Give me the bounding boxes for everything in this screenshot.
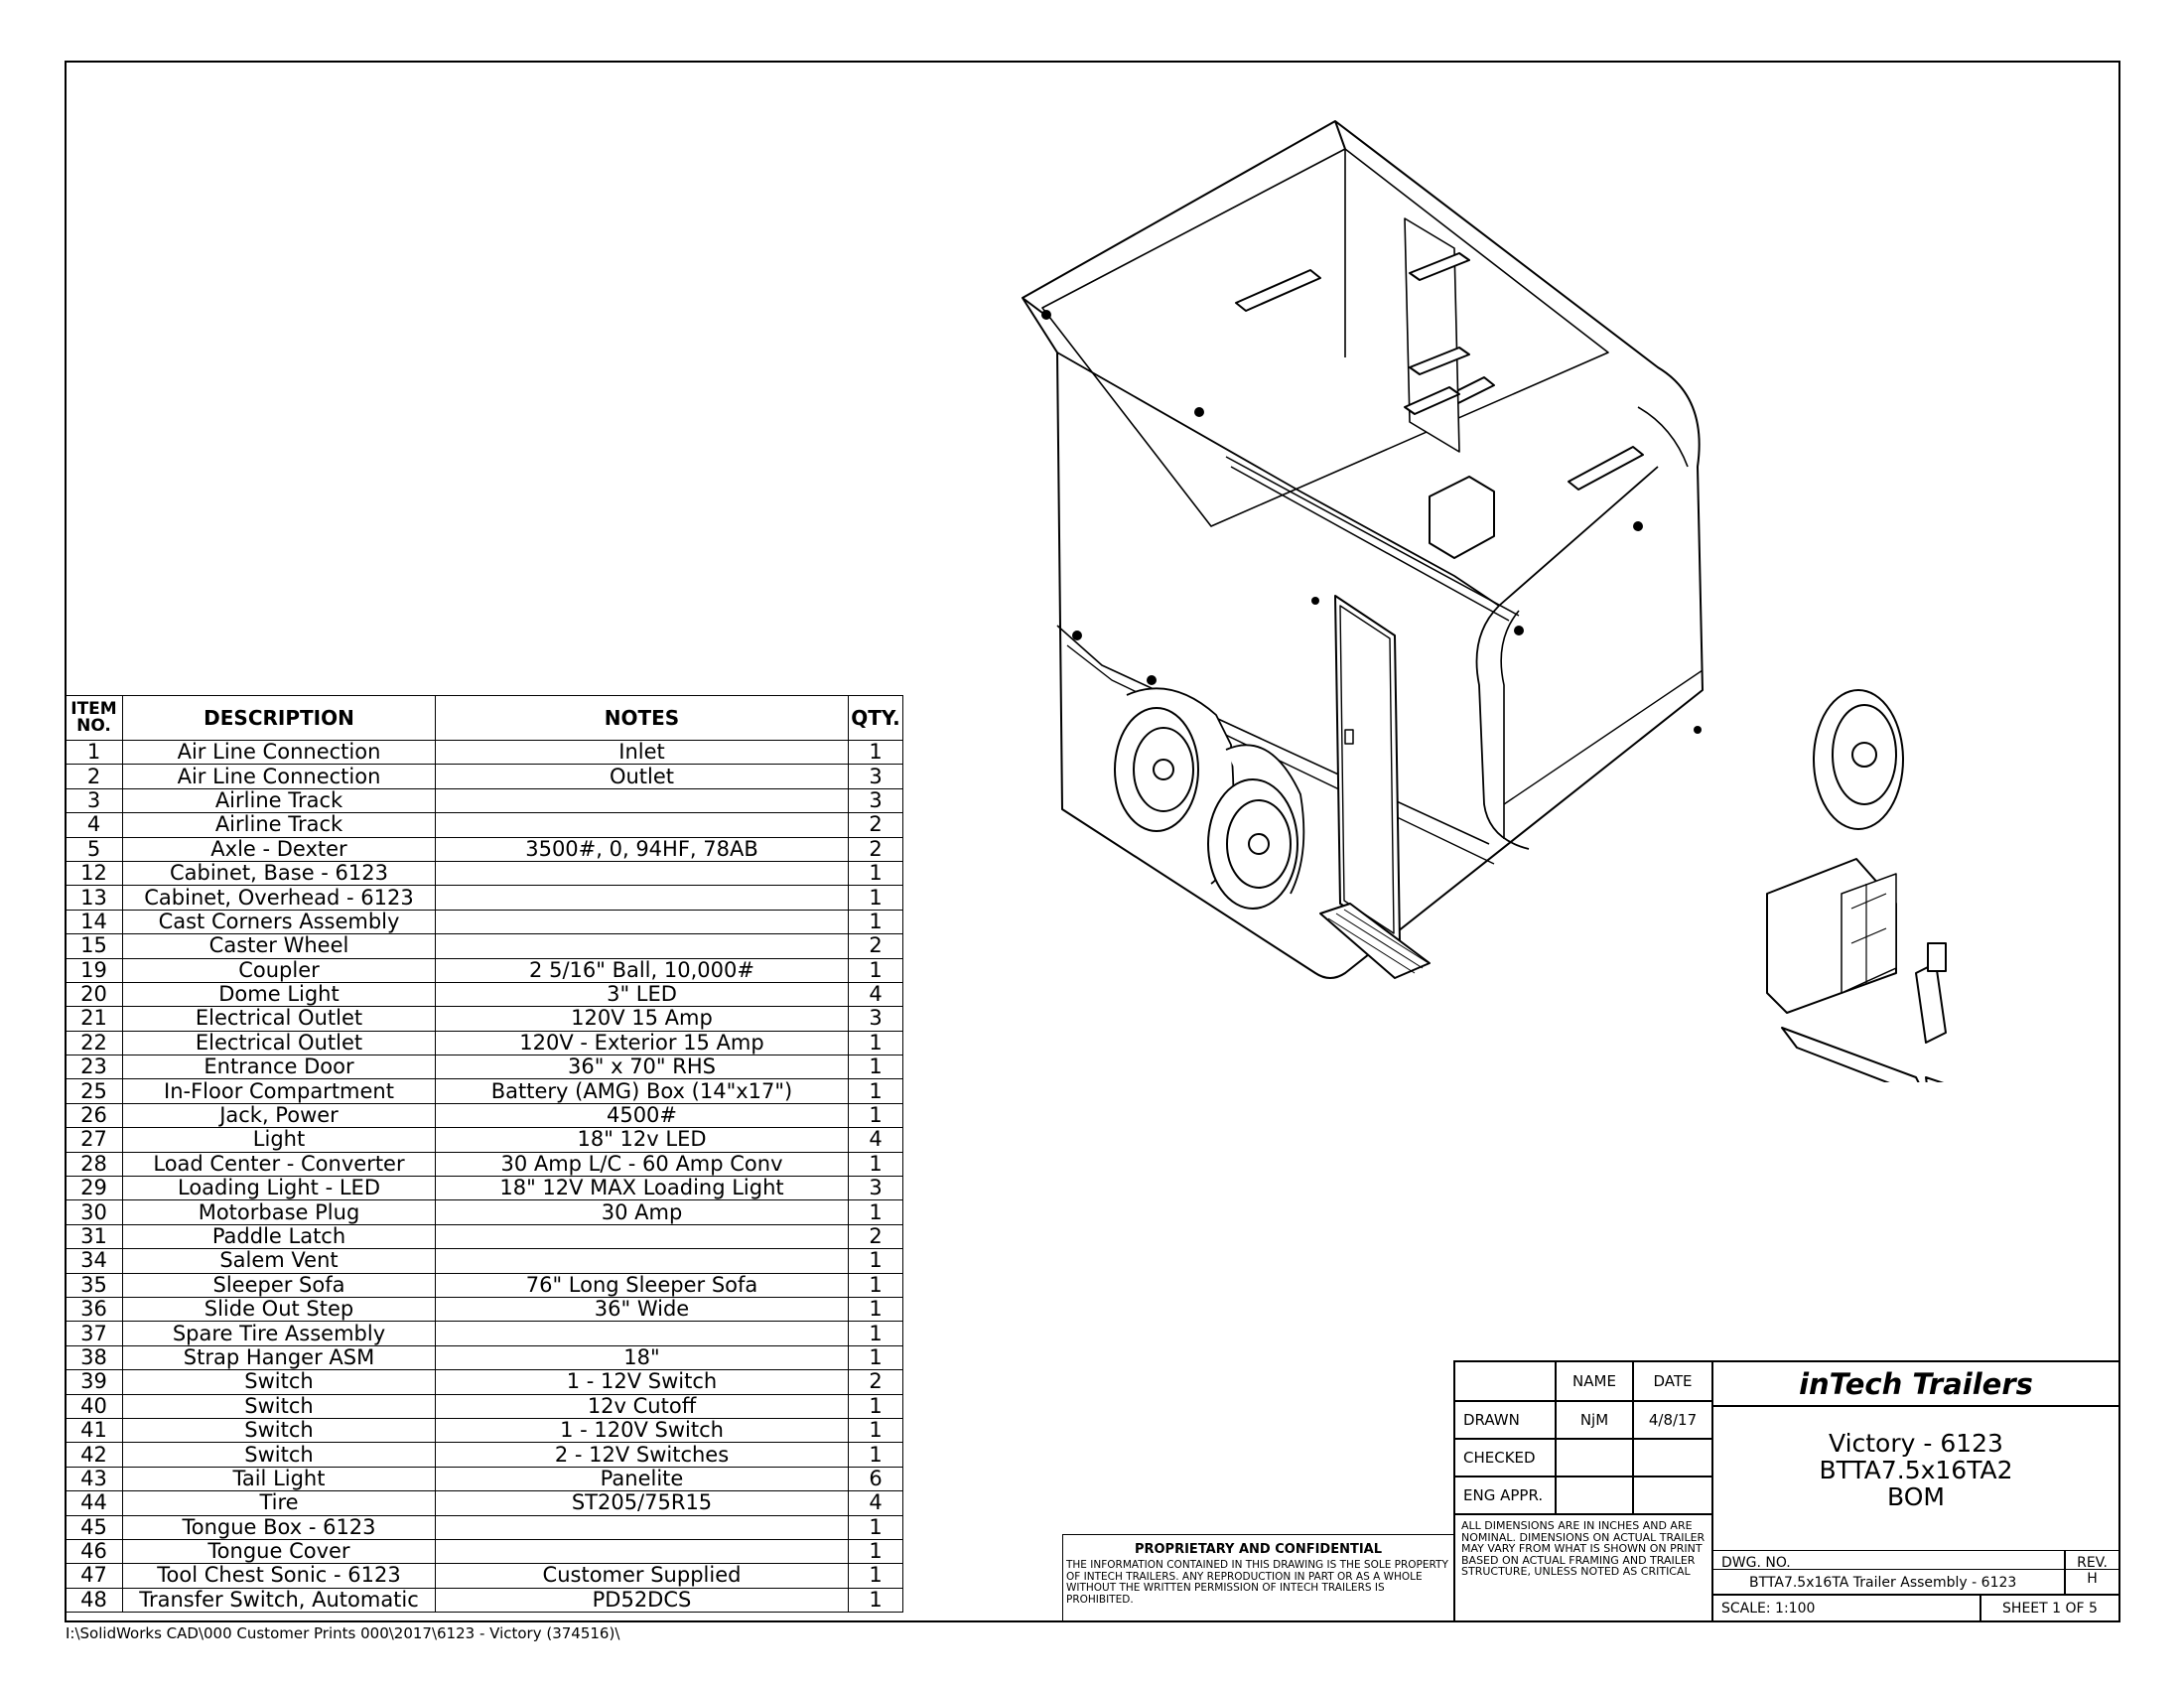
entrance-door — [1335, 596, 1400, 943]
description-cell: Spare Tire Assembly — [123, 1322, 436, 1345]
item-no-cell: 26 — [66, 1103, 123, 1127]
dwg-no-cell — [1712, 1550, 2065, 1595]
file-path: I:\SolidWorks CAD\000 Customer Prints 000\2017\6123 - Victory (374516)\ — [66, 1624, 620, 1642]
qty-cell: 6 — [849, 1467, 903, 1490]
item-no-cell: 28 — [66, 1152, 123, 1176]
item-no-cell: 36 — [66, 1297, 123, 1321]
item-no-cell: 13 — [66, 886, 123, 910]
notes-cell: 18" 12v LED — [436, 1128, 849, 1152]
table-row — [66, 1370, 903, 1394]
notes-cell — [436, 861, 849, 885]
description-cell: Airline Track — [123, 813, 436, 837]
table-row — [66, 1322, 903, 1345]
table-row — [66, 1467, 903, 1490]
notes-cell: 2 - 12V Switches — [436, 1443, 849, 1467]
description-cell: Load Center - Converter — [123, 1152, 436, 1176]
trailer-isometric-drawing — [1003, 109, 2105, 1082]
notes-cell — [436, 813, 849, 837]
item-no-cell: 20 — [66, 982, 123, 1006]
title-line-1: Victory - 6123 — [1829, 1429, 2003, 1458]
eng-appr-name — [1556, 1477, 1633, 1514]
description-cell: Tongue Box - 6123 — [123, 1515, 436, 1539]
description-cell: Electrical Outlet — [123, 1007, 436, 1031]
qty-cell: 1 — [849, 1515, 903, 1539]
table-row — [66, 934, 903, 958]
sheet-number: SHEET 1 OF 5 — [1980, 1595, 2119, 1621]
table-row — [66, 765, 903, 788]
table-row — [66, 1443, 903, 1467]
qty-header: QTY. — [849, 696, 903, 741]
description-cell: Cabinet, Base - 6123 — [123, 861, 436, 885]
qty-cell: 2 — [849, 1224, 903, 1248]
notes-cell — [436, 910, 849, 933]
notes-cell: 30 Amp — [436, 1200, 849, 1224]
qty-cell: 1 — [849, 1055, 903, 1079]
drawn-name: NjM — [1556, 1401, 1633, 1439]
item-no-cell: 15 — [66, 934, 123, 958]
item-no-cell: 48 — [66, 1588, 123, 1612]
description-cell: Tire — [123, 1491, 436, 1515]
rev-value: H — [2087, 1571, 2098, 1587]
item-no-cell: 2 — [66, 765, 123, 788]
description-cell: Caster Wheel — [123, 934, 436, 958]
qty-cell: 2 — [849, 1370, 903, 1394]
item-no-cell: 3 — [66, 788, 123, 812]
qty-cell: 1 — [849, 741, 903, 765]
notes-header: NOTES — [436, 696, 849, 741]
description-cell: Tool Chest Sonic - 6123 — [123, 1564, 436, 1588]
notes-cell: 3" LED — [436, 982, 849, 1006]
item-no-cell: 47 — [66, 1564, 123, 1588]
description-cell: Switch — [123, 1443, 436, 1467]
qty-cell: 4 — [849, 1128, 903, 1152]
dwg-no-label: DWG. NO. — [1721, 1555, 1791, 1571]
rev-cell — [2065, 1550, 2119, 1595]
table-row — [66, 1224, 903, 1248]
table-row — [66, 1152, 903, 1176]
spare-tire — [1814, 690, 1903, 829]
item-no-cell: 40 — [66, 1394, 123, 1418]
tongue-box — [1767, 859, 1896, 1013]
table-row — [66, 1031, 903, 1055]
description-cell: Tongue Cover — [123, 1539, 436, 1563]
qty-cell: 3 — [849, 1177, 903, 1200]
notes-cell: 3500#, 0, 94HF, 78AB — [436, 837, 849, 861]
dwg-no: BTTA7.5x16TA Trailer Assembly - 6123 — [1749, 1575, 2017, 1591]
eng-appr-label: ENG APPR. — [1454, 1477, 1556, 1514]
table-row — [66, 1394, 903, 1418]
item-no-cell: 38 — [66, 1345, 123, 1369]
table-row — [66, 1177, 903, 1200]
item-no-cell: 39 — [66, 1370, 123, 1394]
table-row — [66, 886, 903, 910]
table-row — [66, 1491, 903, 1515]
notes-cell: 76" Long Sleeper Sofa — [436, 1273, 849, 1297]
item-no-cell: 43 — [66, 1467, 123, 1490]
description-cell: Salem Vent — [123, 1249, 436, 1273]
description-cell: Light — [123, 1128, 436, 1152]
table-row — [66, 1539, 903, 1563]
notes-cell — [436, 1249, 849, 1273]
description-cell: Transfer Switch, Automatic — [123, 1588, 436, 1612]
eng-appr-date — [1633, 1477, 1712, 1514]
qty-cell: 1 — [849, 910, 903, 933]
table-row — [66, 910, 903, 933]
notes-cell: Battery (AMG) Box (14"x17") — [436, 1079, 849, 1103]
notes-cell: 1 - 12V Switch — [436, 1370, 849, 1394]
item-no-cell: 35 — [66, 1273, 123, 1297]
drawing-title — [1712, 1406, 2119, 1570]
item-no-cell: 34 — [66, 1249, 123, 1273]
qty-cell: 4 — [849, 1491, 903, 1515]
item-no-cell: 22 — [66, 1031, 123, 1055]
description-cell: Air Line Connection — [123, 741, 436, 765]
table-row — [66, 741, 903, 765]
table-row — [66, 837, 903, 861]
qty-cell: 1 — [849, 1539, 903, 1563]
item-no-cell: 46 — [66, 1539, 123, 1563]
title-line-2: BTTA7.5x16TA2 — [1819, 1456, 2013, 1484]
item-no-cell: 42 — [66, 1443, 123, 1467]
qty-cell: 4 — [849, 982, 903, 1006]
item-no-cell: 37 — [66, 1322, 123, 1345]
description-cell: Switch — [123, 1418, 436, 1442]
description-cell: Loading Light - LED — [123, 1177, 436, 1200]
item-no-cell: 44 — [66, 1491, 123, 1515]
company-name: inTech Trailers — [1712, 1361, 2119, 1406]
notes-cell — [436, 1224, 849, 1248]
notes-cell — [436, 1539, 849, 1563]
table-row — [66, 788, 903, 812]
table-row — [66, 1079, 903, 1103]
item-no-cell: 27 — [66, 1128, 123, 1152]
description-cell: Switch — [123, 1394, 436, 1418]
item-no-cell: 21 — [66, 1007, 123, 1031]
notes-cell: 1 - 120V Switch — [436, 1418, 849, 1442]
table-row — [66, 1007, 903, 1031]
table-row — [66, 1200, 903, 1224]
proprietary-notice — [1062, 1534, 1453, 1621]
qty-cell: 3 — [849, 788, 903, 812]
qty-cell: 1 — [849, 1152, 903, 1176]
name-label: NAME — [1556, 1361, 1633, 1401]
notes-cell: Panelite — [436, 1467, 849, 1490]
notes-cell: 18" — [436, 1345, 849, 1369]
description-cell: Air Line Connection — [123, 765, 436, 788]
qty-cell: 1 — [849, 1345, 903, 1369]
description-cell: In-Floor Compartment — [123, 1079, 436, 1103]
description-cell: Cast Corners Assembly — [123, 910, 436, 933]
qty-cell: 1 — [849, 1443, 903, 1467]
item-no-cell: 12 — [66, 861, 123, 885]
bom-table — [65, 695, 903, 1613]
qty-cell: 1 — [849, 958, 903, 982]
description-header: DESCRIPTION — [123, 696, 436, 741]
proprietary-title: PROPRIETARY AND CONFIDENTIAL — [1134, 1542, 1383, 1557]
notes-cell — [436, 1322, 849, 1345]
rev-label: REV. — [2077, 1555, 2108, 1571]
item-no-cell: 14 — [66, 910, 123, 933]
table-row — [66, 1515, 903, 1539]
scale: SCALE: 1:100 — [1712, 1595, 1980, 1621]
item-no-cell: 5 — [66, 837, 123, 861]
notes-cell: Outlet — [436, 765, 849, 788]
description-cell: Motorbase Plug — [123, 1200, 436, 1224]
qty-cell: 1 — [849, 1418, 903, 1442]
qty-cell: 3 — [849, 1007, 903, 1031]
table-row — [66, 1273, 903, 1297]
notes-cell — [436, 934, 849, 958]
drawn-date: 4/8/17 — [1633, 1401, 1712, 1439]
description-cell: Jack, Power — [123, 1103, 436, 1127]
table-row — [66, 1297, 903, 1321]
item-no-cell: 31 — [66, 1224, 123, 1248]
qty-cell: 1 — [849, 1588, 903, 1612]
table-row — [66, 1128, 903, 1152]
item-no-cell: 45 — [66, 1515, 123, 1539]
title-block — [1453, 1360, 2120, 1622]
title-line-3: BOM — [1887, 1482, 1945, 1511]
notes-cell — [436, 788, 849, 812]
description-cell: Switch — [123, 1370, 436, 1394]
qty-cell: 1 — [849, 1394, 903, 1418]
table-row — [66, 1249, 903, 1273]
table-row — [66, 1588, 903, 1612]
description-cell: Dome Light — [123, 982, 436, 1006]
notes-cell — [436, 886, 849, 910]
notes-cell: 2 5/16" Ball, 10,000# — [436, 958, 849, 982]
qty-cell: 1 — [849, 1031, 903, 1055]
checked-date — [1633, 1439, 1712, 1477]
notes-cell: 36" x 70" RHS — [436, 1055, 849, 1079]
item-no-cell: 25 — [66, 1079, 123, 1103]
bom-body — [66, 741, 903, 1613]
checked-label: CHECKED — [1454, 1439, 1556, 1477]
description-cell: Entrance Door — [123, 1055, 436, 1079]
qty-cell: 2 — [849, 934, 903, 958]
dimensions-note: ALL DIMENSIONS ARE IN INCHES AND ARE NOMINAL. DIMENSIONS ON ACTUAL TRAILER MAY VARY FROM WHAT IS SHOWN ON PRINT BASED ON ACTUAL FRAMING AND TRAILER STRUCTURE, UNLESS NOTED AS CRITICAL — [1454, 1514, 1712, 1621]
item-no-cell: 4 — [66, 813, 123, 837]
item-no-cell: 23 — [66, 1055, 123, 1079]
qty-cell: 1 — [849, 1322, 903, 1345]
description-cell: Strap Hanger ASM — [123, 1345, 436, 1369]
checked-name — [1556, 1439, 1633, 1477]
description-cell: Sleeper Sofa — [123, 1273, 436, 1297]
table-row — [66, 1103, 903, 1127]
table-row — [66, 1564, 903, 1588]
table-row — [66, 1418, 903, 1442]
qty-cell: 1 — [849, 1273, 903, 1297]
table-row — [66, 958, 903, 982]
notes-cell: 30 Amp L/C - 60 Amp Conv — [436, 1152, 849, 1176]
proprietary-text: THE INFORMATION CONTAINED IN THIS DRAWING IS THE SOLE PROPERTY OF INTECH TRAILERS. ANY REPRODUCTION IN PART OR AS A WHOLE WITHOUT THE WRITTEN PERMISSION OF INTECH TRAILERS IS PROHIBITED. — [1066, 1559, 1448, 1606]
qty-cell: 1 — [849, 1249, 903, 1273]
qty-cell: 3 — [849, 765, 903, 788]
date-label: DATE — [1633, 1361, 1712, 1401]
notes-cell — [436, 1515, 849, 1539]
notes-cell: 120V - Exterior 15 Amp — [436, 1031, 849, 1055]
bom-header-row — [66, 696, 903, 741]
item-no-cell: 41 — [66, 1418, 123, 1442]
notes-cell: PD52DCS — [436, 1588, 849, 1612]
qty-cell: 1 — [849, 1079, 903, 1103]
description-cell: Tail Light — [123, 1467, 436, 1490]
notes-cell: 18" 12V MAX Loading Light — [436, 1177, 849, 1200]
notes-cell: 36" Wide — [436, 1297, 849, 1321]
description-cell: Airline Track — [123, 788, 436, 812]
qty-cell: 2 — [849, 813, 903, 837]
notes-cell: 12v Cutoff — [436, 1394, 849, 1418]
drawn-label: DRAWN — [1454, 1401, 1556, 1439]
description-cell: Cabinet, Overhead - 6123 — [123, 886, 436, 910]
description-cell: Axle - Dexter — [123, 837, 436, 861]
item-no-cell: 30 — [66, 1200, 123, 1224]
notes-cell: 120V 15 Amp — [436, 1007, 849, 1031]
qty-cell: 1 — [849, 1103, 903, 1127]
table-row — [66, 1345, 903, 1369]
qty-cell: 1 — [849, 886, 903, 910]
description-cell: Slide Out Step — [123, 1297, 436, 1321]
description-cell: Paddle Latch — [123, 1224, 436, 1248]
table-row — [66, 982, 903, 1006]
qty-cell: 2 — [849, 837, 903, 861]
notes-cell: Customer Supplied — [436, 1564, 849, 1588]
description-cell: Coupler — [123, 958, 436, 982]
qty-cell: 1 — [849, 861, 903, 885]
description-cell: Electrical Outlet — [123, 1031, 436, 1055]
table-row — [66, 1055, 903, 1079]
qty-cell: 1 — [849, 1200, 903, 1224]
item-no-cell: 1 — [66, 741, 123, 765]
qty-cell: 1 — [849, 1297, 903, 1321]
qty-cell: 1 — [849, 1564, 903, 1588]
title-block-blank — [1454, 1361, 1556, 1401]
notes-cell: Inlet — [436, 741, 849, 765]
notes-cell: ST205/75R15 — [436, 1491, 849, 1515]
item-no-cell: 29 — [66, 1177, 123, 1200]
item-no-cell: 19 — [66, 958, 123, 982]
table-row — [66, 813, 903, 837]
notes-cell: 4500# — [436, 1103, 849, 1127]
item-no-header: ITEM NO. — [66, 696, 123, 741]
table-row — [66, 861, 903, 885]
